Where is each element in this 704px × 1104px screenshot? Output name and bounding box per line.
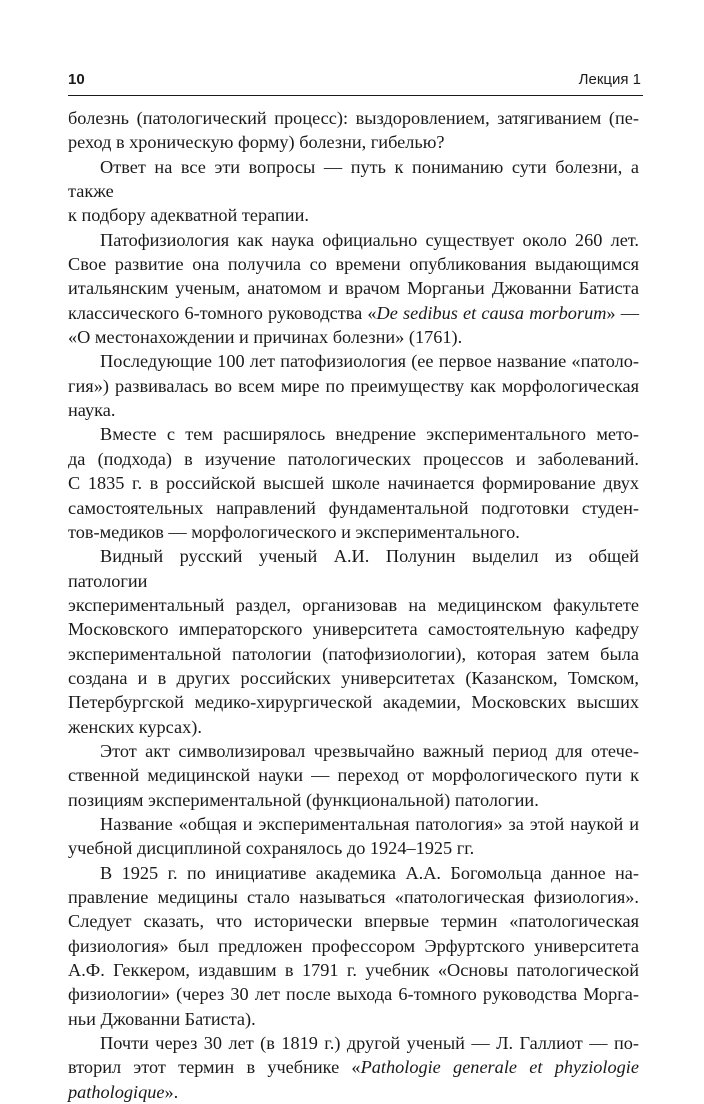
- text-line: [68, 666, 639, 690]
- text-line: [68, 544, 639, 593]
- text-line: [68, 812, 639, 836]
- line-text: учебной дисциплиной сохранялось до 1924–1925 гг.: [68, 838, 475, 859]
- paragraph: [68, 228, 639, 350]
- text-line: [68, 739, 639, 763]
- text-line: [68, 374, 639, 398]
- line-text: Вместе с тем расширялось внедрение экспериментального мето-: [100, 424, 639, 445]
- text-line: [68, 301, 639, 325]
- text-line: [68, 836, 639, 860]
- paragraph: [68, 1031, 639, 1104]
- text-line: [68, 1007, 639, 1031]
- text-line: [68, 763, 639, 787]
- text-line: [68, 788, 639, 812]
- text-line: [68, 203, 639, 227]
- line-text-after: ».: [164, 1081, 179, 1102]
- text-line: [68, 909, 639, 933]
- line-text: Видный русский ученый А.И. Полунин выделил из общей патологии: [68, 546, 639, 591]
- line-text: Последующие 100 лет патофизиология (ее первое название «патоло-: [100, 351, 639, 372]
- line-text: наука.: [68, 400, 116, 421]
- line-text: правление медицины стало называться «патологическая физиология».: [68, 887, 639, 907]
- line-text: С 1835 г. в российской высшей школе начинается формирование двух: [68, 473, 639, 494]
- text-line: [68, 958, 639, 982]
- line-text: тов-медиков — морфологического и экспериментального.: [68, 521, 520, 542]
- text-line: [68, 715, 639, 739]
- text-line: [68, 982, 639, 1006]
- line-text: Этот акт символизировал чрезвычайно важный период для отече-: [100, 740, 639, 761]
- line-text: Почти через 30 лет (в 1819 г.) другой ученый — Л. Галлиот — по-: [100, 1033, 639, 1054]
- text-line: [68, 690, 639, 714]
- text-line: [68, 447, 639, 471]
- line-text: Патофизиология как наука официально существует около 260 лет.: [100, 229, 639, 250]
- line-text: да (подхода) в изучение патологических процессов и заболеваний.: [68, 448, 639, 469]
- line-text: Следует сказать, что исторически впервые термин «патологическая: [68, 911, 639, 932]
- text-line: [68, 885, 639, 909]
- text-line: [68, 1080, 639, 1104]
- text-line: [68, 1031, 639, 1055]
- text-line: [68, 398, 639, 422]
- line-text: А.Ф. Геккером, издавшим в 1791 г. учебник «Основы патологической: [68, 960, 639, 981]
- line-text: Московского императорского университета самостоятельную кафедру: [68, 619, 639, 640]
- line-text: реход в хроническую форму) болезни, гибелью?: [68, 132, 445, 153]
- text-line: [68, 349, 639, 373]
- paragraph: [68, 155, 639, 228]
- line-text: классического 6-томного руководства «: [68, 302, 377, 323]
- line-text: ньи Джованни Батиста).: [68, 1008, 256, 1029]
- paragraph: [68, 349, 639, 422]
- text-line: [68, 617, 639, 641]
- line-text: экспериментальный раздел, организовав на медицинском факультете: [68, 594, 639, 615]
- chapter-label: Лекция 1: [578, 71, 641, 88]
- line-text: позициям экспериментальной (функциональной) патологии.: [68, 789, 539, 810]
- line-text: самостоятельных направлений фундаментальной подготовки студен-: [68, 497, 639, 518]
- text-line: [68, 861, 639, 885]
- text-line: [68, 252, 639, 276]
- text-line: [68, 934, 639, 958]
- text-line: [68, 155, 639, 204]
- paragraph: [68, 106, 639, 155]
- line-text: физиологии» (через 30 лет после выхода 6-томного руководства Морга-: [68, 984, 639, 1005]
- paragraph: [68, 812, 639, 861]
- text-line: [68, 642, 639, 666]
- line-text: к подбору адекватной терапии.: [68, 205, 309, 226]
- running-header: [68, 69, 643, 96]
- line-text: ственной медицинской науки — переход от морфологического пути к: [68, 765, 639, 786]
- paragraph: [68, 422, 639, 544]
- text-line: [68, 1055, 639, 1079]
- line-text: болезнь (патологический процесс): выздоровлением, затягиванием (пе-: [68, 108, 639, 128]
- paragraph: [68, 739, 639, 812]
- line-text: «О местонахождении и причинах болезни» (1761).: [68, 327, 463, 348]
- text-line: [68, 106, 639, 130]
- line-text: создана и в других российских университетах (Казанском, Томском,: [68, 667, 639, 688]
- line-text: Свое развитие она получила со времени опубликования выдающимся: [68, 254, 639, 275]
- line-text: экспериментальной патологии (патофизиологии), которая затем была: [68, 643, 639, 664]
- line-text: гия») развивалась во всем мире по преимуществу как морфологическая: [68, 375, 639, 396]
- text-line: [68, 471, 639, 495]
- text-line: [68, 520, 639, 544]
- text-line: [68, 130, 639, 154]
- line-text: Название «общая и экспериментальная патология» за этой наукой и: [100, 813, 639, 834]
- line-text: Петербургской медико-хирургической академии, Московских высших: [68, 692, 639, 713]
- line-text: итальянским ученым, анатомом и врачом Морганьи Джованни Батиста: [68, 278, 639, 299]
- line-text: Ответ на все эти вопросы — путь к пониманию сути болезни, а также: [68, 156, 639, 202]
- line-text: женских курсах).: [68, 716, 202, 737]
- text-line: [68, 422, 639, 446]
- body-text: [68, 106, 639, 1104]
- text-line: [68, 593, 639, 617]
- text-line: [68, 496, 639, 520]
- paragraph: [68, 861, 639, 1031]
- italic-title: Pathologie generale et phyziologie: [360, 1057, 639, 1078]
- line-text: В 1925 г. по инициативе академика А.А. Богомольца данное на-: [100, 862, 639, 883]
- line-text-after: » —: [606, 302, 640, 323]
- line-text: физиология» был предложен профессором Эрфуртского университета: [68, 935, 639, 956]
- text-line: [68, 325, 639, 349]
- text-line: [68, 276, 639, 300]
- paragraph: [68, 544, 639, 739]
- italic-title: De sedibus et causa morborum: [376, 302, 607, 323]
- page-number: 10: [68, 71, 85, 88]
- italic-title: pathologique: [68, 1081, 165, 1102]
- text-line: [68, 228, 639, 252]
- line-text: вторил этот термин в учебнике «: [68, 1057, 361, 1078]
